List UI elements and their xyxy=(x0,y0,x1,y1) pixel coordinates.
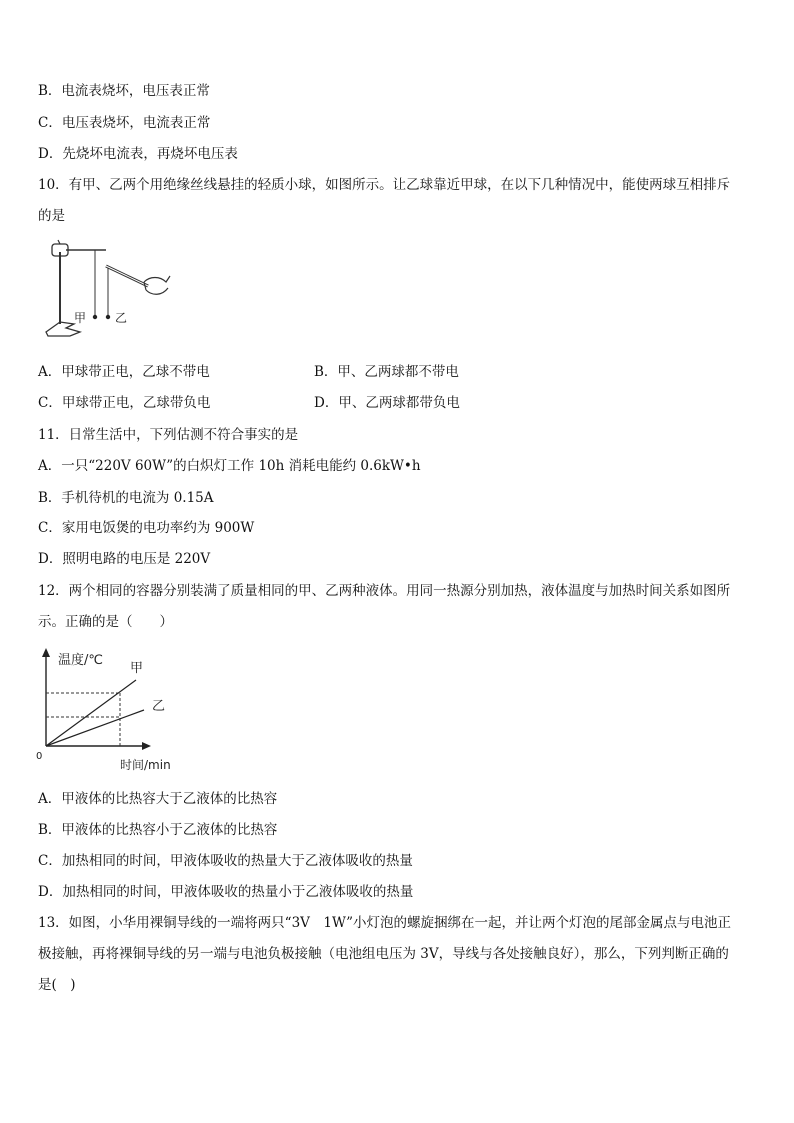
q10-figure xyxy=(40,236,176,346)
q11-option-a: A．一只“220V 60W”的白炽灯工作 10h 消耗电能约 0.6kW•h xyxy=(38,458,421,474)
q11-stem: 11．日常生活中，下列估测不符合事实的是 xyxy=(38,427,299,443)
q12-graph xyxy=(34,644,184,774)
q11-option-b: B．手机待机的电流为 0.15A xyxy=(38,490,214,506)
label-jia: 甲 xyxy=(74,311,87,325)
q9-option-c: C．电压表烧坏，电流表正常 xyxy=(38,115,211,131)
label-yi: 乙 xyxy=(115,311,128,325)
line-yi-label: 乙 xyxy=(152,699,166,714)
q10-stem-line2: 的是 xyxy=(38,208,65,224)
x-axis-label: 时间/min xyxy=(120,758,171,772)
line-jia xyxy=(46,680,136,746)
q12-option-a: A．甲液体的比热容大于乙液体的比热容 xyxy=(38,791,278,807)
q10-stem-line1: 10．有甲、乙两个用绝缘丝线悬挂的轻质小球，如图所示。让乙球靠近甲球，在以下几种情况中，能使两球互相排斥 xyxy=(38,177,731,193)
line-jia-label: 甲 xyxy=(130,661,144,676)
y-axis-label: 温度/℃ xyxy=(58,653,103,668)
q11-option-c: C．家用电饭煲的电功率约为 900W xyxy=(38,520,255,536)
q10-option-c: C．甲球带正电，乙球带负电 xyxy=(38,395,211,411)
x-axis-arrow xyxy=(142,742,151,750)
ball-yi xyxy=(106,315,110,319)
q12-option-c: C．加热相同的时间，甲液体吸收的热量大于乙液体吸收的热量 xyxy=(38,853,413,869)
q12-option-d: D．加热相同的时间，甲液体吸收的热量小于乙液体吸收的热量 xyxy=(38,884,414,900)
q13-stem-line2: 极接触，再将裸铜导线的另一端与电池负极接触（电池组电压为 3V，导线与各处接触良好），那么，下列判断正确的 xyxy=(38,946,729,962)
q10-option-d: D．甲、乙两球都带负电 xyxy=(314,395,460,411)
q12-stem-line1: 12．两个相同的容器分别装满了质量相同的甲、乙两种液体。用同一热源分别加热，液体温度与加热时间关系如图所 xyxy=(38,583,731,599)
q9-option-d: D．先烧坏电流表，再烧坏电压表 xyxy=(38,146,238,162)
q13-stem-line3: 是( ) xyxy=(38,977,76,993)
q12-stem-line2: 示。正确的是（ ） xyxy=(38,614,173,630)
ball-jia xyxy=(93,315,97,319)
q11-option-d: D．照明电路的电压是 220V xyxy=(38,551,211,567)
y-axis-arrow xyxy=(42,648,50,657)
q9-option-b: B．电流表烧坏，电压表正常 xyxy=(38,83,210,99)
q10-option-a: A．甲球带正电，乙球不带电 xyxy=(38,364,210,380)
q13-stem-line1: 13．如图，小华用裸铜导线的一端将两只“3V 1W”小灯泡的螺旋捆绑在一起，并让两个灯泡的尾部金属点与电池正 xyxy=(38,915,732,931)
q12-option-b: B．甲液体的比热容小于乙液体的比热容 xyxy=(38,822,278,838)
q10-option-b: B．甲、乙两球都不带电 xyxy=(314,364,459,380)
origin-label: 0 xyxy=(36,751,43,762)
line-yi xyxy=(46,710,144,746)
